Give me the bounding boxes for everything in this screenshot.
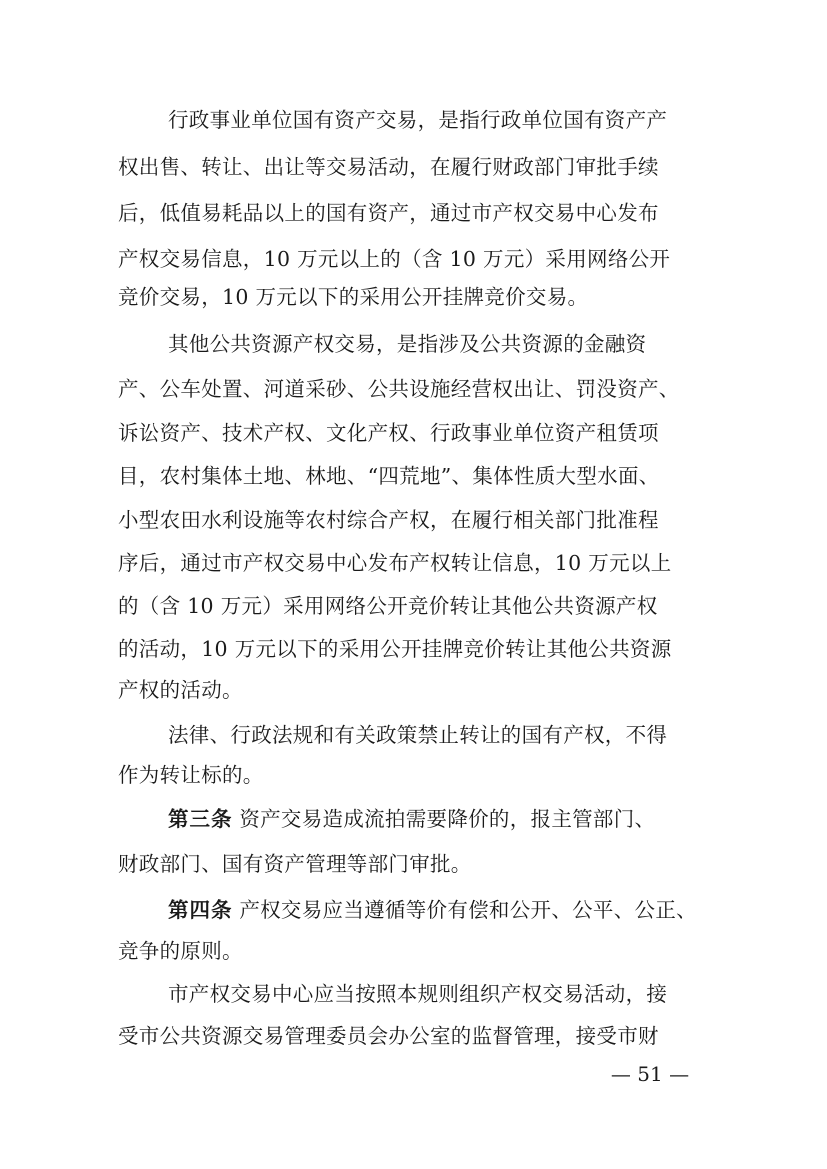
text-line: 市产权交易中心应当按照本规则组织产权交易活动，接 xyxy=(168,982,668,1006)
text-line: 法律、行政法规和有关政策禁止转让的国有产权，不得 xyxy=(168,723,668,747)
article-3-label: 第三条 xyxy=(168,807,233,831)
article-4-text: 产权交易应当遵循等价有偿和公开、公平、公正、 xyxy=(239,898,697,922)
text-line: 小型农田水利设施等农村综合产权，在履行相关部门批准程 xyxy=(118,508,659,532)
text-line: 序后，通过市产权交易中心发布产权转让信息，10 万元以上 xyxy=(118,551,672,575)
text-line: 权出售、转让、出让等交易活动，在履行财政部门审批手续 xyxy=(118,155,659,179)
text-line: 其他公共资源产权交易，是指涉及公共资源的金融资 xyxy=(168,332,647,356)
text-line: 后，低值易耗品以上的国有资产，通过市产权交易中心发布 xyxy=(118,201,659,225)
text-line: 财政部门、国有资产管理等部门审批。 xyxy=(118,852,472,876)
text-line: 目，农村集体土地、林地、“四荒地”、集体性质大型水面、 xyxy=(118,464,660,488)
text-line: 作为转让标的。 xyxy=(118,763,264,787)
text-line: 受市公共资源交易管理委员会办公室的监督管理，接受市财 xyxy=(118,1024,659,1048)
article-4-paragraph xyxy=(168,897,768,923)
text-line: 的活动，10 万元以下的采用公开挂牌竞价转让其他公共资源 xyxy=(118,637,672,661)
article-4-label: 第四条 xyxy=(168,898,233,922)
text-line: 的（含 10 万元）采用网络公开竞价转让其他公共资源产权 xyxy=(118,594,658,618)
text-line: 产权的活动。 xyxy=(118,678,243,702)
text-line: 竞争的原则。 xyxy=(118,939,243,963)
text-line: 行政事业单位国有资产交易，是指行政单位国有资产产 xyxy=(168,108,668,132)
text-line: 产权交易信息，10 万元以上的（含 10 万元）采用网络公开 xyxy=(118,247,671,271)
text-line: 产、公车处置、河道采砂、公共设施经营权出让、罚没资产、 xyxy=(118,377,680,401)
text-line: 竞价交易，10 万元以下的采用公开挂牌竞价交易。 xyxy=(118,285,589,309)
page-number: — 51 — xyxy=(610,1062,690,1086)
article-3-text: 资产交易造成流拍需要降价的，报主管部门、 xyxy=(239,807,656,831)
article-3-paragraph xyxy=(168,806,768,832)
text-line: 诉讼资产、技术产权、文化产权、行政事业单位资产租赁项 xyxy=(118,421,659,445)
